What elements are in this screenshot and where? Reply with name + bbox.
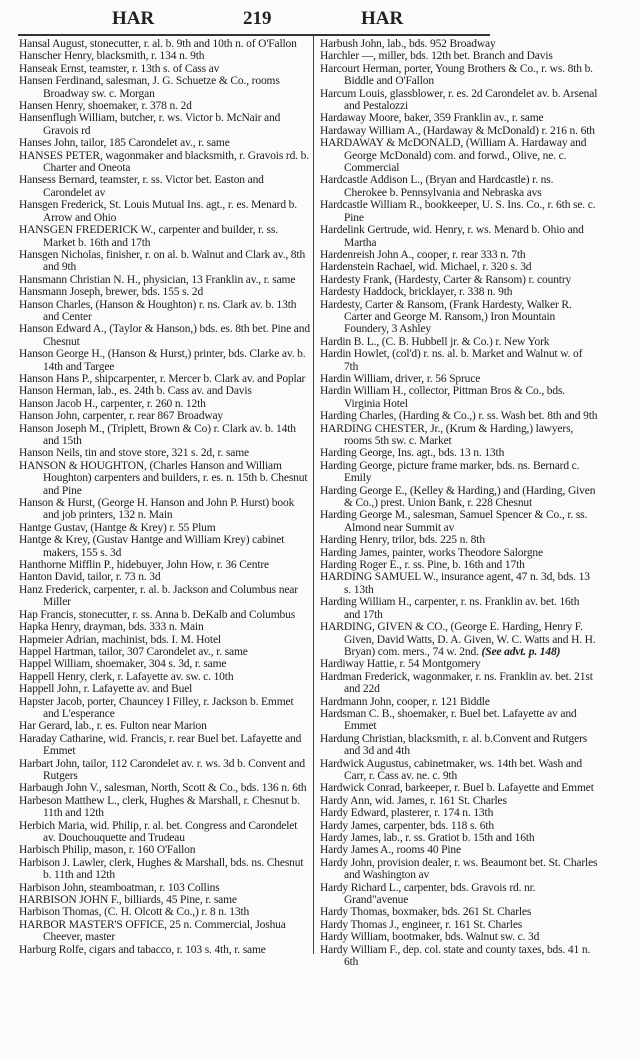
directory-entry: Harbush John, lab., bds. 952 Broadway [320,38,496,50]
directory-entry: Hapka Henry, drayman, bds. 333 n. Main [19,621,204,634]
directory-entry: Hardsman C. B., shoemaker, r. Buel bet. Lafayette av and Emmet [320,707,577,733]
directory-entry: Hardesty Haddock, bricklayer, r. 338 n. 9th [320,286,513,299]
directory-entry: Harding George, picture frame marker, bds. ns. Bernard c. Emily [320,459,580,485]
directory-entry: Hanson Edward A., (Taylor & Hanson,) bds. es. 8th bet. Pine and Chesnut [19,323,310,348]
directory-entry: HARDING CHESTER, Jr., (Krum & Harding,) lawyers, rooms 5th sw. c. Market [320,422,574,447]
directory-entry: Harding Charles, (Harding & Co.,) r. ss. Wash bet. 8th and 9th [320,410,598,423]
directory-entry: Hardenstein Rachael, wid. Michael, r. 320 s. 3d [320,261,532,274]
directory-entry: Hardy Thomas J., engineer, r. 161 St. Charles [320,918,523,931]
directory-entry: Hanton David, tailor, r. 73 n. 3d [19,571,161,584]
directory-entry: Hanz Frederick, carpenter, r. al. b. Jackson and Columbus near Miller [19,583,298,609]
directory-entry: Hardesty Frank, (Hardesty, Carter & Ransom) r. country [320,273,572,286]
directory-entry: Har Gerard, lab., r. es. Fulton near Marion [19,720,207,733]
directory-entry: Hantge & Krey, (Gustav Hantge and William Krey) cabinet makers, 155 s. 3d [19,534,285,559]
directory-entry: Hanson Charles, (Hanson & Houghton) r. ns. Clark av. b. 13th and Center [19,298,297,323]
directory-entry: Hardy Thomas, boxmaker, bds. 261 St. Charles [320,906,532,919]
directory-entry: Harding William H., carpenter, r. ns. Franklin av. bet. 16th and 17th [320,596,580,621]
directory-entry: HARBISON JOHN F., billiards, 45 Pine, r. same [19,894,237,907]
directory-entry: Hardy William, bootmaker, bds. Walnut sw. c. 3d [320,931,540,944]
left-column [19,38,311,956]
directory-entry: Happell John, r. Lafayette av. and Buel [19,683,193,696]
directory-entry: Harding George E., (Kelley & Harding,) and (Harding, Given & Co.,) prest. Union Bank, r. 228 Chesnut [320,484,596,510]
directory-entry: Hanseak Ernst, teamster, r. 13th s. of Cass av [19,62,220,75]
directory-entry: Hansenflugh William, butcher, r. ws. Victor b. McNair and Gravois rd [19,112,281,137]
directory-entry: Hardman Frederick, wagonmaker, r. ns. Franklin av. bet. 21st and 22d [320,670,593,696]
directory-entry: Happel Hartman, tailor, 307 Carondelet av., r. same [19,645,248,658]
directory-entry: Harcourt Herman, porter, Young Brothers & Co., r. ws. 8th b. Biddle and O'Fallon [320,62,593,88]
directory-entry: Hardy Richard L., carpenter, bds. Gravois rd. nr. Grand"avenue [320,881,536,907]
directory-entry: Hansgen Nicholas, finisher, r. on al. b. Walnut and Clark av., 8th and 9th [19,248,306,274]
directory-entry: HANSGEN FREDERICK W., carpenter and builder, r. ss. Market b. 16th and 17th [19,224,278,249]
directory-entry: Hardin William, driver, r. 56 Spruce [320,372,481,385]
directory-entry: Herbich Maria, wid. Philip, r. al. bet. Congress and Carondelet av. Douchouquette and Trudeau [19,819,298,844]
directory-entry: Hardung Christian, blacksmith, r. al. b.Convent and Rutgers and 3d and 4th [320,732,588,758]
directory-entry: Hanson Hans P., shipcarpenter, r. Mercer b. Clark av. and Poplar [19,372,306,385]
directory-entry: Hardcastle Addison L., (Bryan and Hardcastle) r. ns. Cherokee b. Pennsylvania and Nebraska avs [320,174,554,199]
directory-entry: Hardy James, carpenter, bds. 118 s. 6th [320,819,495,832]
advert-reference: (See advt. p. 148) [481,645,561,658]
column-divider [313,36,314,954]
page-number: 219 [243,8,272,29]
directory-entry: Hapmeier Adrian, machinist, bds. I. M. Hotel [19,633,221,646]
directory-entry: Happell Henry, clerk, r. Lafayette av. sw. c. 10th [19,670,234,683]
directory-entry: Harchler —, miller, bds. 12th bet. Branch and Davis [320,50,553,63]
directory-entry: Harbison Thomas, (C. H. Olcott & Co.,) r. 8 n. 13th [19,906,250,919]
directory-entry: Harcum Louis, glassblower, r. es. 2d Carondelet av. b. Arsenal and Pestalozzi [320,87,598,113]
directory-entry: Hardenreish John A., cooper, r. rear 333 n. 7th [320,248,526,261]
directory-entry: Hansen Ferdinand, salesman, J. G. Schuetze & Co., rooms Broadway sw. c. Morgan [19,75,280,100]
directory-entry: Hardwick Augustus, cabinetmaker, ws. 14th bet. Wash and Carr, r. Cass av. ne. c. 9th [320,757,582,782]
directory-entry: Harding Roger E., r. ss. Pine, b. 16th and 17th [320,559,525,572]
directory-entry: Hardin B. L., (C. B. Hubbell jr. & Co.) r. New York [320,335,550,348]
directory-entry: Hansmann Joseph, brewer, bds. 155 s. 2d [19,286,204,299]
directory-entry: Harbeson Matthew L., clerk, Hughes & Marshall, r. Chesnut b. 11th and 12th [19,794,300,820]
directory-entry: HARDING SAMUEL W., insurance agent, 47 n. 3d, bds. 13 s. 13th [320,571,590,596]
directory-entry: Haraday Catharine, wid. Francis, r. rear Buel bet. Lafayette and Emmet [19,732,302,758]
directory-entry: Harding Henry, trilor, bds. 225 n. 8th [320,534,485,547]
directory-entry: Hardelink Gertrude, wid. Henry, r. ws. Menard b. Ohio and Martha [320,224,584,249]
directory-entry: Hardmann John, cooper, r. 121 Biddle [320,695,490,708]
directory-entry: Hanses John, tailor, 185 Carondelet av., r. same [19,137,230,150]
directory-entry: HARDAWAY & McDONALD, (William A. Hardaway and George McDonald) com. and forwd., Olive, ne. c. Commercial [320,137,587,175]
directory-entry: Hanson Herman, lab., es. 24th b. Cass av. and Davis [19,385,252,398]
directory-entry: Hardy James A., rooms 40 Pine [320,844,461,857]
directory-entry: Harbison John, steamboatman, r. 103 Collins [19,881,220,894]
directory-entry: Harding George M., salesman, Samuel Spencer & Co., r. ss. Almond near Summit av [320,509,588,534]
directory-entry: Harburg Rolfe, cigars and tabacco, r. 103 s. 4th, r. same [19,943,266,956]
directory-entry: Hardin Howlet, (col'd) r. ns. al. b. Market and Walnut w. of 7th [320,348,583,373]
directory-entry: Hanson & Hurst, (George H. Hanson and John P. Hurst) book and job printers, 132 n. Main [19,497,295,522]
directory-entry: Hardaway William A., (Hardaway & McDonald) r. 216 n. 6th [320,124,595,137]
running-head-left: HAR [112,8,155,29]
directory-entry: HANSES PETER, wagonmaker and blacksmith, r. Gravois rd. b. Charter and Oneota [19,149,309,175]
directory-entry: Hardiway Hattie, r. 54 Montgomery [320,658,481,671]
directory-entry: HANSON & HOUGHTON, (Charles Hanson and William Houghton) carpenters and builders, r. es. n. 15th b. Chesnut and Pine [19,459,308,497]
directory-entry: Hardy John, provision dealer, r. ws. Beaumont bet. St. Charles and Washington av [320,856,598,882]
header-rule [18,34,490,36]
directory-entry: Harbaugh John V., salesman, North, Scott & Co., bds. 136 n. 6th [19,782,307,795]
directory-entry: Hardy William F., dep. col. state and county taxes, bds. 41 n. 6th [320,943,591,969]
directory-entry: Hap Francis, stonecutter, r. ss. Anna b. DeKalb and Columbus [19,608,296,621]
page-header [0,4,640,28]
directory-entry: Hardy James, lab., r. ss. Gratiot b. 15th and 16th [320,832,535,844]
directory-entry: Hardwick Conrad, barkeeper, r. Buel b. Lafayette and Emmet [320,782,594,795]
right-column [320,38,598,968]
directory-entry: Harbisch Philip, mason, r. 160 O'Fallon [19,844,196,857]
directory-entry: Hardy Ann, wid. James, r. 161 St. Charles [320,794,507,807]
directory-entry: Hantge Gustav, (Hantge & Krey) r. 55 Plum [19,521,216,534]
directory-entry: Hansen Henry, shoemaker, r. 378 n. 2d [19,100,192,113]
directory-entry: Hardaway Moore, baker, 359 Franklin av., r. same [320,112,544,125]
directory-entry: Hanson John, carpenter, r. rear 867 Broadway [19,410,224,423]
directory-entry: Hardesty, Carter & Ransom, (Frank Hardesty, Walker R. Carter and George M. Ransom,) Iron Mountain Foundery, 3 Ashley [320,298,572,336]
directory-entry: Harbart John, tailor, 112 Carondelet av. r. ws. 3d b. Convent and Rutgers [19,757,305,782]
directory-entry: Hanson Joseph M., (Triplett, Brown & Co) r. Clark av. b. 14th and 15th [19,422,296,447]
running-head-right: HAR [361,8,404,29]
directory-entry: Hanson Jacob H., carpenter, r. 260 n. 12th [19,397,206,410]
directory-entry: Hanson George H., (Hanson & Hurst,) printer, bds. Clarke av. b. 14th and Targee [19,348,306,373]
directory-entry: Harding George, Ins. agt., bds. 13 n. 13th [320,447,505,460]
directory-entry: Hansmann Christian N. H., physician, 13 Franklin av., r. same [19,273,296,286]
directory-entry: Harbison J. Lawler, clerk, Hughes & Marshall, bds. ns. Chesnut b. 11th and 12th [19,856,304,882]
directory-entry: Hansal August, stonecutter, r. al. b. 9th and 10th n. of O'Fallon [19,38,297,50]
directory-entry: Hardcastle William R., bookkeeper, U. S. Ins. Co., r. 6th se. c. Pine [320,199,596,224]
directory-entry: HARBOR MASTER'S OFFICE, 25 n. Commercial, Joshua Cheever, master [19,918,286,944]
directory-entry: Hansess Bernard, teamster, r. ss. Victor bet. Easton and Carondelet av [19,174,264,199]
directory-entry: HARDING, GIVEN & CO., (George E. Harding, Henry F. Given, David Watts, D. A. Given, W. C. Watts and H. H. Bryan) com. mers., 74 w. 2nd. (See advt. p. 148) [320,621,596,658]
directory-entry: Happel William, shoemaker, 304 s. 3d, r. same [19,658,227,671]
directory-entry: Hanscher Henry, blacksmith, r. 134 n. 9th [19,50,205,63]
directory-entry: Hansgen Frederick, St. Louis Mutual Ins. agt., r. es. Menard b. Arrow and Ohio [19,199,297,224]
directory-entry: Hapster Jacob, porter, Chauncey I Filley, r. Jackson b. Emmet and L'esperance [19,695,294,720]
directory-entry: Hanthorne Mifflin P., hidebuyer, John How, r. 36 Centre [19,559,270,572]
directory-entry: Harding James, painter, works Theodore Salorgne [320,546,543,559]
directory-entry: Hardin William H., collector, Pittman Bros & Co., bds. Virginia Hotel [320,385,566,410]
directory-entry: Hanson Neils, tin and stove store, 321 s. 2d, r. same [19,447,250,460]
directory-entry: Hardy Edward, plasterer, r. 174 n. 13th [320,807,494,820]
